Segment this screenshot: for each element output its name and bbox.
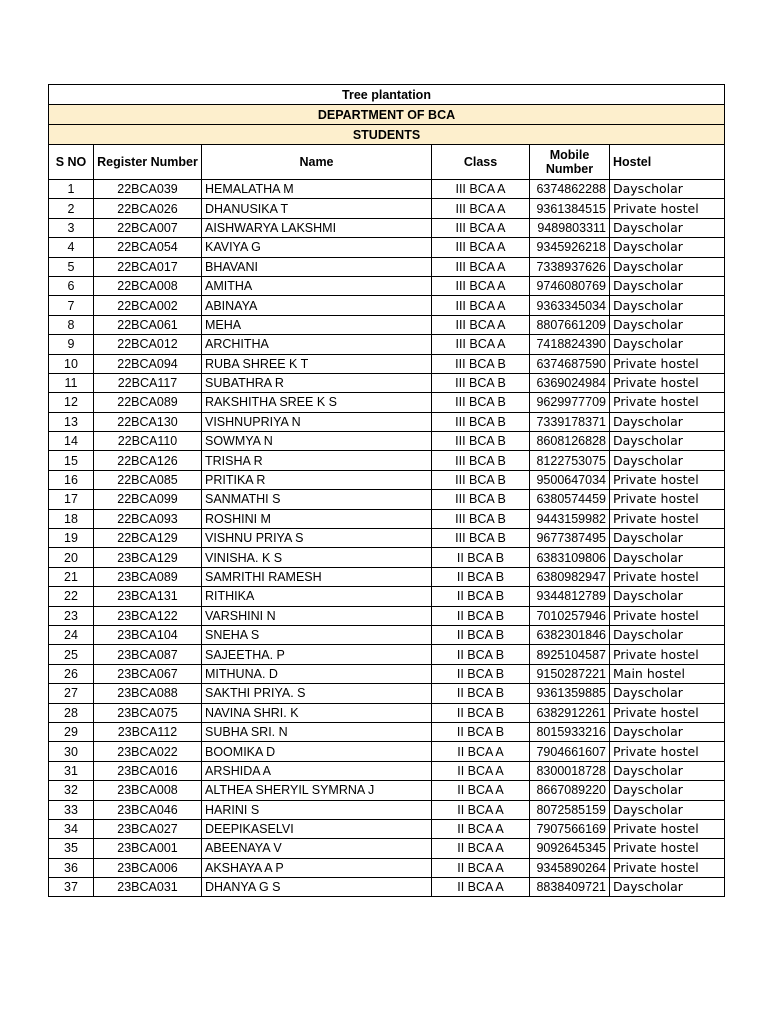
cell-register-number: 22BCA085 — [94, 470, 202, 489]
cell-hostel: Dayscholar — [610, 625, 725, 644]
cell-sno: 30 — [49, 742, 94, 761]
table-row — [49, 490, 725, 509]
cell-register-number: 22BCA008 — [94, 276, 202, 295]
cell-sno: 10 — [49, 354, 94, 373]
cell-mobile-number: 8838409721 — [530, 878, 610, 897]
cell-class: III BCA B — [432, 529, 530, 548]
cell-class: III BCA B — [432, 509, 530, 528]
cell-register-number: 22BCA126 — [94, 451, 202, 470]
cell-mobile-number: 9361384515 — [530, 199, 610, 218]
table-row — [49, 819, 725, 838]
cell-class: II BCA A — [432, 878, 530, 897]
cell-sno: 11 — [49, 373, 94, 392]
cell-class: II BCA B — [432, 625, 530, 644]
header-hostel: Hostel — [610, 145, 725, 180]
cell-register-number: 22BCA093 — [94, 509, 202, 528]
cell-name: HEMALATHA M — [202, 180, 432, 199]
cell-register-number: 22BCA130 — [94, 412, 202, 431]
cell-sno: 29 — [49, 722, 94, 741]
cell-hostel: Private hostel — [610, 858, 725, 877]
cell-name: NAVINA SHRI. K — [202, 703, 432, 722]
cell-register-number: 23BCA089 — [94, 567, 202, 586]
header-class: Class — [432, 145, 530, 180]
cell-name: ARCHITHA — [202, 335, 432, 354]
cell-mobile-number: 6383109806 — [530, 548, 610, 567]
cell-hostel: Dayscholar — [610, 315, 725, 334]
cell-hostel: Private hostel — [610, 839, 725, 858]
cell-class: II BCA A — [432, 839, 530, 858]
cell-register-number: 23BCA027 — [94, 819, 202, 838]
cell-mobile-number: 9092645345 — [530, 839, 610, 858]
cell-sno: 15 — [49, 451, 94, 470]
cell-mobile-number: 8300018728 — [530, 761, 610, 780]
cell-sno: 17 — [49, 490, 94, 509]
cell-class: II BCA A — [432, 742, 530, 761]
cell-sno: 25 — [49, 645, 94, 664]
cell-sno: 2 — [49, 199, 94, 218]
cell-name: DEEPIKASELVI — [202, 819, 432, 838]
table-row — [49, 567, 725, 586]
cell-hostel: Private hostel — [610, 645, 725, 664]
cell-hostel: Dayscholar — [610, 276, 725, 295]
cell-mobile-number: 7338937626 — [530, 257, 610, 276]
cell-mobile-number: 6374687590 — [530, 354, 610, 373]
cell-class: III BCA B — [432, 412, 530, 431]
cell-register-number: 23BCA131 — [94, 587, 202, 606]
table-row — [49, 587, 725, 606]
cell-hostel: Dayscholar — [610, 878, 725, 897]
table-row — [49, 315, 725, 334]
cell-register-number: 22BCA117 — [94, 373, 202, 392]
cell-mobile-number: 7418824390 — [530, 335, 610, 354]
cell-name: RUBA SHREE K T — [202, 354, 432, 373]
department-title: DEPARTMENT OF BCA — [49, 105, 725, 125]
cell-register-number: 23BCA022 — [94, 742, 202, 761]
cell-mobile-number: 6382912261 — [530, 703, 610, 722]
cell-mobile-number: 8925104587 — [530, 645, 610, 664]
cell-sno: 37 — [49, 878, 94, 897]
cell-hostel: Dayscholar — [610, 296, 725, 315]
cell-register-number: 23BCA001 — [94, 839, 202, 858]
cell-hostel: Private hostel — [610, 199, 725, 218]
cell-register-number: 22BCA026 — [94, 199, 202, 218]
cell-register-number: 23BCA112 — [94, 722, 202, 741]
table-row — [49, 684, 725, 703]
cell-hostel: Dayscholar — [610, 587, 725, 606]
cell-sno: 7 — [49, 296, 94, 315]
cell-register-number: 22BCA110 — [94, 432, 202, 451]
table-row — [49, 393, 725, 412]
header-register-number: Register Number — [94, 145, 202, 180]
sheet-title: Tree plantation — [49, 85, 725, 105]
table-row — [49, 703, 725, 722]
cell-hostel: Private hostel — [610, 819, 725, 838]
cell-name: ABEENAYA V — [202, 839, 432, 858]
cell-sno: 5 — [49, 257, 94, 276]
table-row — [49, 412, 725, 431]
cell-sno: 28 — [49, 703, 94, 722]
cell-name: SAJEETHA. P — [202, 645, 432, 664]
cell-register-number: 23BCA031 — [94, 878, 202, 897]
cell-hostel: Dayscholar — [610, 218, 725, 237]
cell-mobile-number: 9344812789 — [530, 587, 610, 606]
cell-mobile-number: 8072585159 — [530, 800, 610, 819]
cell-hostel: Dayscholar — [610, 529, 725, 548]
cell-hostel: Dayscholar — [610, 800, 725, 819]
table-row — [49, 800, 725, 819]
cell-mobile-number: 9361359885 — [530, 684, 610, 703]
cell-class: III BCA A — [432, 218, 530, 237]
cell-sno: 34 — [49, 819, 94, 838]
cell-class: II BCA A — [432, 761, 530, 780]
table-row — [49, 742, 725, 761]
cell-hostel: Dayscholar — [610, 335, 725, 354]
cell-sno: 9 — [49, 335, 94, 354]
cell-mobile-number: 6374862288 — [530, 180, 610, 199]
table-row — [49, 664, 725, 683]
cell-name: RAKSHITHA SREE K S — [202, 393, 432, 412]
cell-hostel: Dayscholar — [610, 432, 725, 451]
table-row — [49, 470, 725, 489]
cell-register-number: 22BCA012 — [94, 335, 202, 354]
cell-sno: 33 — [49, 800, 94, 819]
cell-hostel: Private hostel — [610, 509, 725, 528]
header-mobile-number: Mobile Number — [530, 145, 610, 180]
cell-class: II BCA B — [432, 587, 530, 606]
cell-hostel: Dayscholar — [610, 684, 725, 703]
cell-sno: 23 — [49, 606, 94, 625]
cell-name: ALTHEA SHERYIL SYMRNA J — [202, 781, 432, 800]
cell-name: SUBHA SRI. N — [202, 722, 432, 741]
cell-mobile-number: 9345890264 — [530, 858, 610, 877]
cell-class: III BCA B — [432, 432, 530, 451]
cell-class: III BCA A — [432, 296, 530, 315]
cell-class: III BCA A — [432, 335, 530, 354]
cell-class: III BCA A — [432, 180, 530, 199]
cell-sno: 31 — [49, 761, 94, 780]
cell-class: II BCA B — [432, 664, 530, 683]
cell-sno: 6 — [49, 276, 94, 295]
cell-sno: 24 — [49, 625, 94, 644]
cell-register-number: 23BCA104 — [94, 625, 202, 644]
cell-hostel: Private hostel — [610, 393, 725, 412]
cell-mobile-number: 9150287221 — [530, 664, 610, 683]
cell-class: III BCA B — [432, 470, 530, 489]
cell-name: VARSHINI N — [202, 606, 432, 625]
cell-mobile-number: 9677387495 — [530, 529, 610, 548]
table-row — [49, 606, 725, 625]
cell-name: ABINAYA — [202, 296, 432, 315]
table-row — [49, 238, 725, 257]
cell-name: SAKTHI PRIYA. S — [202, 684, 432, 703]
cell-register-number: 23BCA046 — [94, 800, 202, 819]
cell-mobile-number: 9363345034 — [530, 296, 610, 315]
cell-name: AKSHAYA A P — [202, 858, 432, 877]
cell-register-number: 23BCA008 — [94, 781, 202, 800]
cell-sno: 26 — [49, 664, 94, 683]
cell-name: VINISHA. K S — [202, 548, 432, 567]
column-header-row — [49, 145, 725, 180]
table-row — [49, 432, 725, 451]
cell-name: DHANYA G S — [202, 878, 432, 897]
cell-hostel: Dayscholar — [610, 180, 725, 199]
cell-hostel: Private hostel — [610, 470, 725, 489]
table-row — [49, 509, 725, 528]
header-sno: S NO — [49, 145, 94, 180]
cell-register-number: 23BCA088 — [94, 684, 202, 703]
cell-hostel: Private hostel — [610, 606, 725, 625]
table-row — [49, 354, 725, 373]
cell-name: MEHA — [202, 315, 432, 334]
title-row-group — [49, 125, 725, 145]
cell-class: III BCA B — [432, 490, 530, 509]
table-row — [49, 296, 725, 315]
table-row — [49, 761, 725, 780]
cell-sno: 27 — [49, 684, 94, 703]
title-row-event — [49, 85, 725, 105]
table-row — [49, 335, 725, 354]
cell-name: MITHUNA. D — [202, 664, 432, 683]
cell-sno: 22 — [49, 587, 94, 606]
cell-sno: 20 — [49, 548, 94, 567]
cell-register-number: 23BCA016 — [94, 761, 202, 780]
cell-name: SNEHA S — [202, 625, 432, 644]
cell-mobile-number: 8015933216 — [530, 722, 610, 741]
cell-mobile-number: 9489803311 — [530, 218, 610, 237]
table-row — [49, 781, 725, 800]
cell-mobile-number: 9345926218 — [530, 238, 610, 257]
cell-hostel: Dayscholar — [610, 761, 725, 780]
cell-class: II BCA A — [432, 819, 530, 838]
cell-hostel: Dayscholar — [610, 238, 725, 257]
cell-register-number: 22BCA017 — [94, 257, 202, 276]
cell-register-number: 22BCA061 — [94, 315, 202, 334]
cell-class: III BCA B — [432, 373, 530, 392]
cell-mobile-number: 6380574459 — [530, 490, 610, 509]
cell-hostel: Private hostel — [610, 567, 725, 586]
cell-hostel: Private hostel — [610, 742, 725, 761]
table-row — [49, 548, 725, 567]
cell-sno: 32 — [49, 781, 94, 800]
cell-mobile-number: 9629977709 — [530, 393, 610, 412]
cell-mobile-number: 9500647034 — [530, 470, 610, 489]
cell-name: VISHNU PRIYA S — [202, 529, 432, 548]
cell-sno: 13 — [49, 412, 94, 431]
cell-hostel: Main hostel — [610, 664, 725, 683]
cell-name: DHANUSIKA T — [202, 199, 432, 218]
cell-name: AMITHA — [202, 276, 432, 295]
cell-name: TRISHA R — [202, 451, 432, 470]
table-row — [49, 858, 725, 877]
cell-sno: 12 — [49, 393, 94, 412]
cell-hostel: Dayscholar — [610, 257, 725, 276]
cell-hostel: Private hostel — [610, 703, 725, 722]
cell-name: SOWMYA N — [202, 432, 432, 451]
cell-register-number: 22BCA007 — [94, 218, 202, 237]
cell-class: II BCA B — [432, 645, 530, 664]
cell-register-number: 23BCA122 — [94, 606, 202, 625]
cell-name: SUBATHRA R — [202, 373, 432, 392]
table-row — [49, 218, 725, 237]
cell-mobile-number: 7010257946 — [530, 606, 610, 625]
cell-register-number: 22BCA129 — [94, 529, 202, 548]
cell-mobile-number: 7907566169 — [530, 819, 610, 838]
cell-class: III BCA B — [432, 451, 530, 470]
table-row — [49, 373, 725, 392]
cell-class: II BCA B — [432, 703, 530, 722]
title-row-department — [49, 105, 725, 125]
cell-sno: 36 — [49, 858, 94, 877]
cell-hostel: Private hostel — [610, 373, 725, 392]
cell-register-number: 22BCA002 — [94, 296, 202, 315]
cell-hostel: Dayscholar — [610, 451, 725, 470]
cell-hostel: Dayscholar — [610, 548, 725, 567]
cell-class: II BCA A — [432, 858, 530, 877]
header-name: Name — [202, 145, 432, 180]
cell-register-number: 23BCA075 — [94, 703, 202, 722]
cell-name: ARSHIDA A — [202, 761, 432, 780]
cell-hostel: Private hostel — [610, 490, 725, 509]
cell-mobile-number: 9443159982 — [530, 509, 610, 528]
cell-sno: 35 — [49, 839, 94, 858]
cell-register-number: 23BCA129 — [94, 548, 202, 567]
cell-class: II BCA B — [432, 722, 530, 741]
cell-sno: 3 — [49, 218, 94, 237]
cell-mobile-number: 8122753075 — [530, 451, 610, 470]
cell-mobile-number: 6369024984 — [530, 373, 610, 392]
cell-name: BHAVANI — [202, 257, 432, 276]
cell-register-number: 23BCA067 — [94, 664, 202, 683]
cell-class: III BCA A — [432, 315, 530, 334]
cell-mobile-number: 8807661209 — [530, 315, 610, 334]
cell-class: II BCA A — [432, 800, 530, 819]
cell-name: ROSHINI M — [202, 509, 432, 528]
cell-hostel: Dayscholar — [610, 781, 725, 800]
cell-mobile-number: 8667089220 — [530, 781, 610, 800]
cell-hostel: Dayscholar — [610, 722, 725, 741]
cell-name: BOOMIKA D — [202, 742, 432, 761]
table-row — [49, 276, 725, 295]
cell-class: III BCA B — [432, 393, 530, 412]
table-row — [49, 625, 725, 644]
table-row — [49, 529, 725, 548]
cell-sno: 1 — [49, 180, 94, 199]
cell-sno: 4 — [49, 238, 94, 257]
cell-sno: 18 — [49, 509, 94, 528]
cell-mobile-number: 8608126828 — [530, 432, 610, 451]
cell-register-number: 22BCA094 — [94, 354, 202, 373]
cell-register-number: 22BCA039 — [94, 180, 202, 199]
cell-class: III BCA A — [432, 199, 530, 218]
cell-sno: 14 — [49, 432, 94, 451]
cell-name: KAVIYA G — [202, 238, 432, 257]
cell-hostel: Private hostel — [610, 354, 725, 373]
cell-class: II BCA A — [432, 781, 530, 800]
table-row — [49, 180, 725, 199]
cell-name: VISHNUPRIYA N — [202, 412, 432, 431]
cell-name: SAMRITHI RAMESH — [202, 567, 432, 586]
table-row — [49, 257, 725, 276]
table-row — [49, 645, 725, 664]
cell-name: AISHWARYA LAKSHMI — [202, 218, 432, 237]
cell-class: III BCA A — [432, 276, 530, 295]
cell-mobile-number: 6380982947 — [530, 567, 610, 586]
cell-register-number: 22BCA089 — [94, 393, 202, 412]
cell-class: II BCA B — [432, 684, 530, 703]
table-row — [49, 722, 725, 741]
cell-name: HARINI S — [202, 800, 432, 819]
table-row — [49, 451, 725, 470]
table-row — [49, 199, 725, 218]
students-table — [48, 84, 725, 897]
cell-class: III BCA A — [432, 238, 530, 257]
cell-register-number: 22BCA054 — [94, 238, 202, 257]
cell-class: III BCA A — [432, 257, 530, 276]
cell-register-number: 22BCA099 — [94, 490, 202, 509]
cell-class: II BCA B — [432, 567, 530, 586]
table-row — [49, 839, 725, 858]
cell-mobile-number: 9746080769 — [530, 276, 610, 295]
cell-class: III BCA B — [432, 354, 530, 373]
cell-hostel: Dayscholar — [610, 412, 725, 431]
cell-mobile-number: 7339178371 — [530, 412, 610, 431]
cell-name: SANMATHI S — [202, 490, 432, 509]
cell-mobile-number: 6382301846 — [530, 625, 610, 644]
cell-sno: 8 — [49, 315, 94, 334]
cell-register-number: 23BCA006 — [94, 858, 202, 877]
cell-sno: 16 — [49, 470, 94, 489]
cell-name: RITHIKA — [202, 587, 432, 606]
cell-mobile-number: 7904661607 — [530, 742, 610, 761]
group-title: STUDENTS — [49, 125, 725, 145]
cell-class: II BCA B — [432, 606, 530, 625]
cell-sno: 21 — [49, 567, 94, 586]
cell-class: II BCA B — [432, 548, 530, 567]
cell-register-number: 23BCA087 — [94, 645, 202, 664]
cell-sno: 19 — [49, 529, 94, 548]
table-row — [49, 878, 725, 897]
cell-name: PRITIKA R — [202, 470, 432, 489]
